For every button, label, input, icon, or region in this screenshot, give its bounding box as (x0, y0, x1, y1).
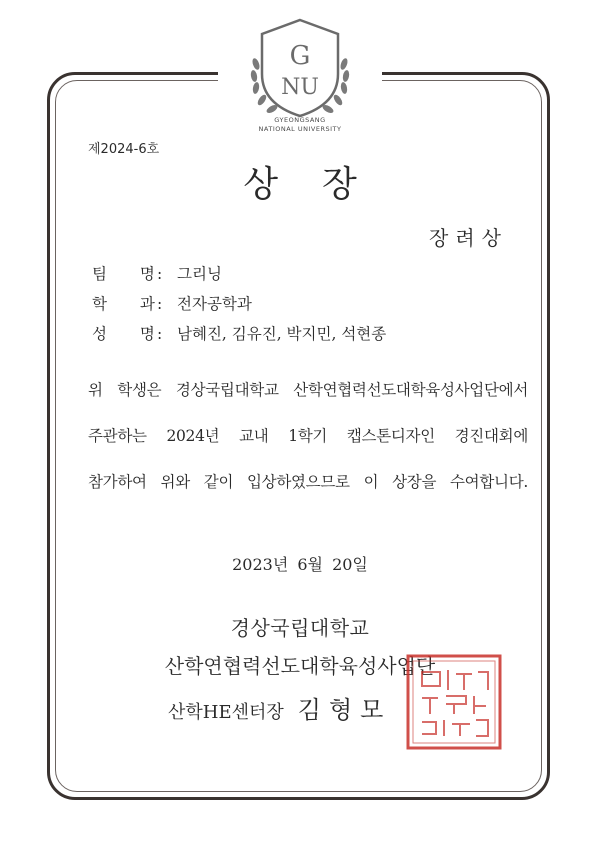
member-names-field (92, 322, 386, 344)
body-line: 주관하는 2024년 교내 1학기 캡스톤디자인 경진대회에 (88, 427, 528, 445)
svg-text:NU: NU (281, 75, 319, 100)
svg-text:G: G (289, 41, 311, 71)
signer-name: 김형모 (297, 696, 392, 724)
field-value: 남혜진, 김유진, 박지민, 석현종 (177, 325, 387, 343)
body-line: 참가하여 위와 같이 입상하였으므로 이 상장을 수여합니다. (88, 473, 528, 491)
team-name-field (92, 262, 222, 284)
field-colon: : (157, 325, 163, 343)
issuer-agency: 산학연협력선도대학육성사업단 (164, 654, 436, 678)
field-value: 전자공학과 (177, 295, 252, 313)
logo-line-1: GYEONGSANG (274, 116, 326, 124)
field-label: 팀 명 (92, 265, 155, 283)
field-colon: : (157, 295, 163, 313)
department-field (92, 292, 252, 314)
issuer-university: 경상국립대학교 (230, 616, 370, 640)
logo-line-2: NATIONAL UNIVERSITY (258, 125, 342, 133)
official-seal-stamp (404, 652, 504, 752)
field-label: 성 명 (92, 325, 155, 343)
signer-title: 산학HE센터장 (168, 702, 284, 723)
certificate-title: 상장 (243, 164, 401, 205)
field-colon: : (157, 265, 163, 283)
body-line: 위 학생은 경상국립대학교 산학연협력선도대학육성사업단에서 (88, 381, 528, 399)
award-name: 장려상 (429, 226, 508, 250)
document-number: 제2024-6호 (88, 142, 160, 157)
field-value: 그리닝 (177, 265, 222, 283)
signer-line (168, 690, 391, 725)
field-label: 학 과 (92, 295, 155, 313)
university-name-english (225, 116, 375, 134)
award-date: 2023년 6월 20일 (232, 555, 368, 574)
